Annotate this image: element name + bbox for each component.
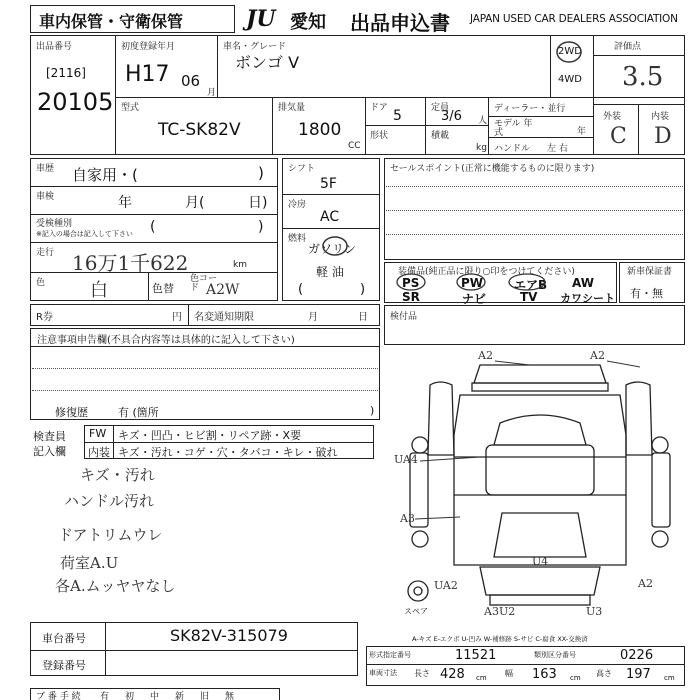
warranty-value: 有・無: [630, 287, 663, 300]
grade-score: 3.5: [622, 62, 664, 92]
shape-label: 形状: [370, 131, 389, 141]
listing-bracket-code: [2116]: [46, 66, 86, 80]
inspection-cert-note: ※記入の場合は記入して下さい: [36, 230, 133, 238]
equipment-aw: AW: [572, 276, 594, 290]
mark-side-lower-left: A3: [400, 512, 415, 525]
shift-value: 5F: [320, 176, 337, 192]
footer-item-3: 新: [175, 692, 185, 700]
mark-bottom-left: UA2: [434, 579, 458, 592]
mark-front-left: A2: [478, 349, 493, 362]
dimensions-label: 車両寸法: [369, 669, 397, 677]
length-value: 428: [440, 667, 465, 682]
capacity-unit: 人: [478, 116, 488, 126]
inspection-day: 日): [248, 195, 268, 211]
mark-front-right: A2: [590, 349, 605, 362]
inspector-interior-label: 内装: [88, 446, 110, 459]
dealer-label: ディーラー・並行: [494, 104, 566, 114]
equipment-airbag: エアB: [514, 278, 548, 292]
model-value: TC-SK82V: [158, 120, 241, 140]
form-type-number: 11521: [455, 648, 497, 663]
registration-year: H17: [125, 62, 170, 87]
width-unit: cm: [570, 674, 581, 682]
grade-exterior-label: 外装: [603, 112, 622, 122]
drive-4wd: 4WD: [558, 74, 582, 85]
footer-item-0: 有: [100, 692, 110, 700]
fuel-gasoline: ガソリン: [308, 242, 357, 256]
registration-label: 初度登録年月: [121, 42, 176, 52]
footer-item-5: 無: [225, 692, 235, 700]
displacement-value: 1800: [298, 120, 342, 140]
equipment-circles: [394, 272, 554, 292]
inspection-cert-close: ): [258, 219, 264, 235]
equipment-leather-seat: カワシート: [560, 292, 615, 305]
form-class-label: 類別区分番号: [534, 651, 576, 659]
inspector-label-2: 記入欄: [33, 445, 66, 458]
fw-label: FW: [89, 427, 107, 440]
mark-roof: U4: [532, 555, 549, 568]
capacity-label: 定員: [431, 103, 450, 113]
equipment-label: 装備品(純正品に限り○印をつけてください): [398, 267, 575, 277]
notice-day: 日: [358, 312, 368, 323]
color-value: 白: [90, 280, 108, 301]
inspector-note-4: 荷室A.U: [60, 554, 119, 572]
footer-label: ブ 番 手 続: [36, 692, 81, 700]
load-unit: kg: [476, 143, 487, 153]
storage-title-box: [30, 5, 235, 33]
shift-label: シフト: [288, 164, 316, 174]
model-year-label: モデル 年式: [494, 119, 533, 138]
footer-item-2: 中: [150, 692, 160, 700]
equipment-ps: PS: [402, 276, 420, 290]
footer-item-4: 旧: [200, 692, 210, 700]
warranty-label: 新車保証書: [627, 267, 673, 277]
accessories-label: 検付品: [390, 312, 418, 322]
inspection-label: 車検: [36, 192, 55, 202]
handle-label: ハンドル: [494, 144, 531, 154]
vehicle-name: ボンゴ V: [235, 53, 300, 72]
recycle-unit: 円: [172, 312, 182, 323]
equipment-navi: ナビ: [462, 292, 487, 306]
chassis-value: SK82V-315079: [170, 626, 288, 645]
inspector-note-2: ハンドル汚れ: [64, 492, 155, 510]
damage-legend: A-キズ E-エクボ U-凹み W-補修跡 S-サビ C-腐食 XX-交換済: [412, 635, 588, 643]
footer-item-1: 初: [125, 692, 135, 700]
spare-label: スペア: [404, 607, 428, 616]
fw-items: キズ・凹凸・ヒビ割・リペア跡・X要: [118, 429, 302, 442]
grade-interior: D: [654, 124, 672, 149]
mark-rear-left: A3U2: [484, 605, 516, 618]
sales-point-label: セールスポイント(正常に機能するものに限ります): [390, 164, 595, 174]
color-repaint-label: 色替: [152, 282, 174, 295]
repair-history-close: ): [370, 404, 375, 417]
inspection-year: 年: [118, 195, 132, 211]
fuel-gasoline-circle: [320, 235, 350, 257]
ju-logo: [246, 6, 276, 32]
width-value: 163: [532, 667, 557, 682]
history-value: 自家用・(: [72, 166, 138, 184]
fuel-close: ): [360, 282, 366, 297]
inspector-note-3: ドアトリムウレ: [58, 526, 163, 544]
vehicle-diagram: [390, 345, 690, 625]
mark-right-rear: A2: [638, 577, 653, 590]
handle-value: 左 右: [547, 144, 568, 154]
registration-no-label: 登録番号: [42, 659, 86, 672]
length-unit: cm: [476, 674, 487, 682]
equipment-pw: PW: [461, 276, 484, 290]
notes-label: 注意事項申告欄(不具合内容等は具体的に記入して下さい): [37, 335, 295, 346]
fuel-open: (: [298, 282, 304, 297]
repair-history-label: 修復歴: [55, 406, 88, 419]
mileage-value: 16万1千622: [72, 251, 189, 275]
inspector-interior-items: キズ・汚れ・コゲ・穴・タバコ・キレ・破れ: [118, 446, 338, 459]
fuel-diesel: 軽 油: [316, 265, 344, 279]
model-label: 型式: [121, 103, 140, 113]
drive-2wd: 2WD: [558, 46, 582, 57]
listing-number: 20105: [37, 88, 114, 116]
height-label: 高さ: [596, 669, 612, 678]
width-label: 幅: [505, 669, 513, 678]
grade-interior-label: 内装: [651, 112, 670, 122]
ju-logo-mark: JU: [246, 6, 276, 32]
aircon-value: AC: [320, 209, 340, 225]
form-type-label: 形式指定番号: [369, 651, 411, 659]
accessories-block: [384, 305, 685, 345]
registration-month-unit: 月: [207, 88, 217, 98]
displacement-unit: CC: [348, 141, 361, 151]
capacity-value: 3/6: [441, 109, 462, 124]
recycle-label: R券: [36, 312, 53, 323]
height-unit: cm: [664, 674, 675, 682]
mark-side-upper-left: UA4: [394, 453, 418, 466]
grade-exterior: C: [610, 124, 627, 149]
notice-month: 月: [308, 312, 318, 323]
mark-rear-right: U3: [586, 605, 603, 618]
history-close: ): [258, 164, 264, 182]
registration-month: 06: [181, 72, 201, 90]
storage-title: 車内保管・守衛保管: [39, 12, 184, 31]
displacement-label: 排気量: [278, 103, 306, 113]
height-value: 197: [626, 667, 651, 682]
fuel-label: 燃料: [288, 234, 307, 244]
inspection-month: 月(: [185, 195, 205, 211]
model-year-unit: 年: [577, 127, 587, 137]
grade-label: 評価点: [614, 42, 642, 52]
color-code: A2W: [206, 282, 240, 298]
equipment-tv: TV: [520, 290, 538, 304]
repair-history-value: 有 (箇所: [118, 406, 159, 419]
mileage-unit: km: [233, 260, 247, 270]
aircon-label: 冷房: [288, 200, 307, 210]
association-name: JAPAN USED CAR DEALERS ASSOCIATION: [470, 13, 678, 25]
org-name: 愛知: [290, 12, 326, 33]
vehicle-name-label: 車名・グレード: [223, 42, 287, 52]
load-label: 積載: [431, 131, 450, 141]
drive-2wd-circle: [554, 40, 584, 64]
doors-value: 5: [393, 108, 402, 124]
inspector-label-1: 検査員: [33, 430, 66, 443]
mileage-label: 走行: [36, 248, 55, 258]
form-title: 出品申込書: [350, 11, 450, 35]
inspection-cert-open: (: [150, 219, 156, 235]
doors-label: ドア: [370, 103, 388, 113]
listing-number-label: 出品番号: [36, 42, 73, 52]
color-label: 色: [36, 278, 46, 288]
notice-label: 名変通知期限: [194, 312, 254, 323]
equipment-sr: SR: [402, 290, 420, 304]
length-label: 長さ: [414, 669, 430, 678]
history-label: 車歴: [36, 164, 55, 174]
inspection-cert-label: 受検種別: [36, 219, 73, 229]
form-class-number: 0226: [620, 648, 654, 663]
chassis-label: 車台番号: [42, 632, 86, 645]
inspector-note-1: キズ・汚れ: [80, 466, 155, 484]
color-code-label: 色コード: [190, 274, 218, 293]
inspector-note-5: 各A.ムッヤヤなし: [55, 577, 176, 595]
